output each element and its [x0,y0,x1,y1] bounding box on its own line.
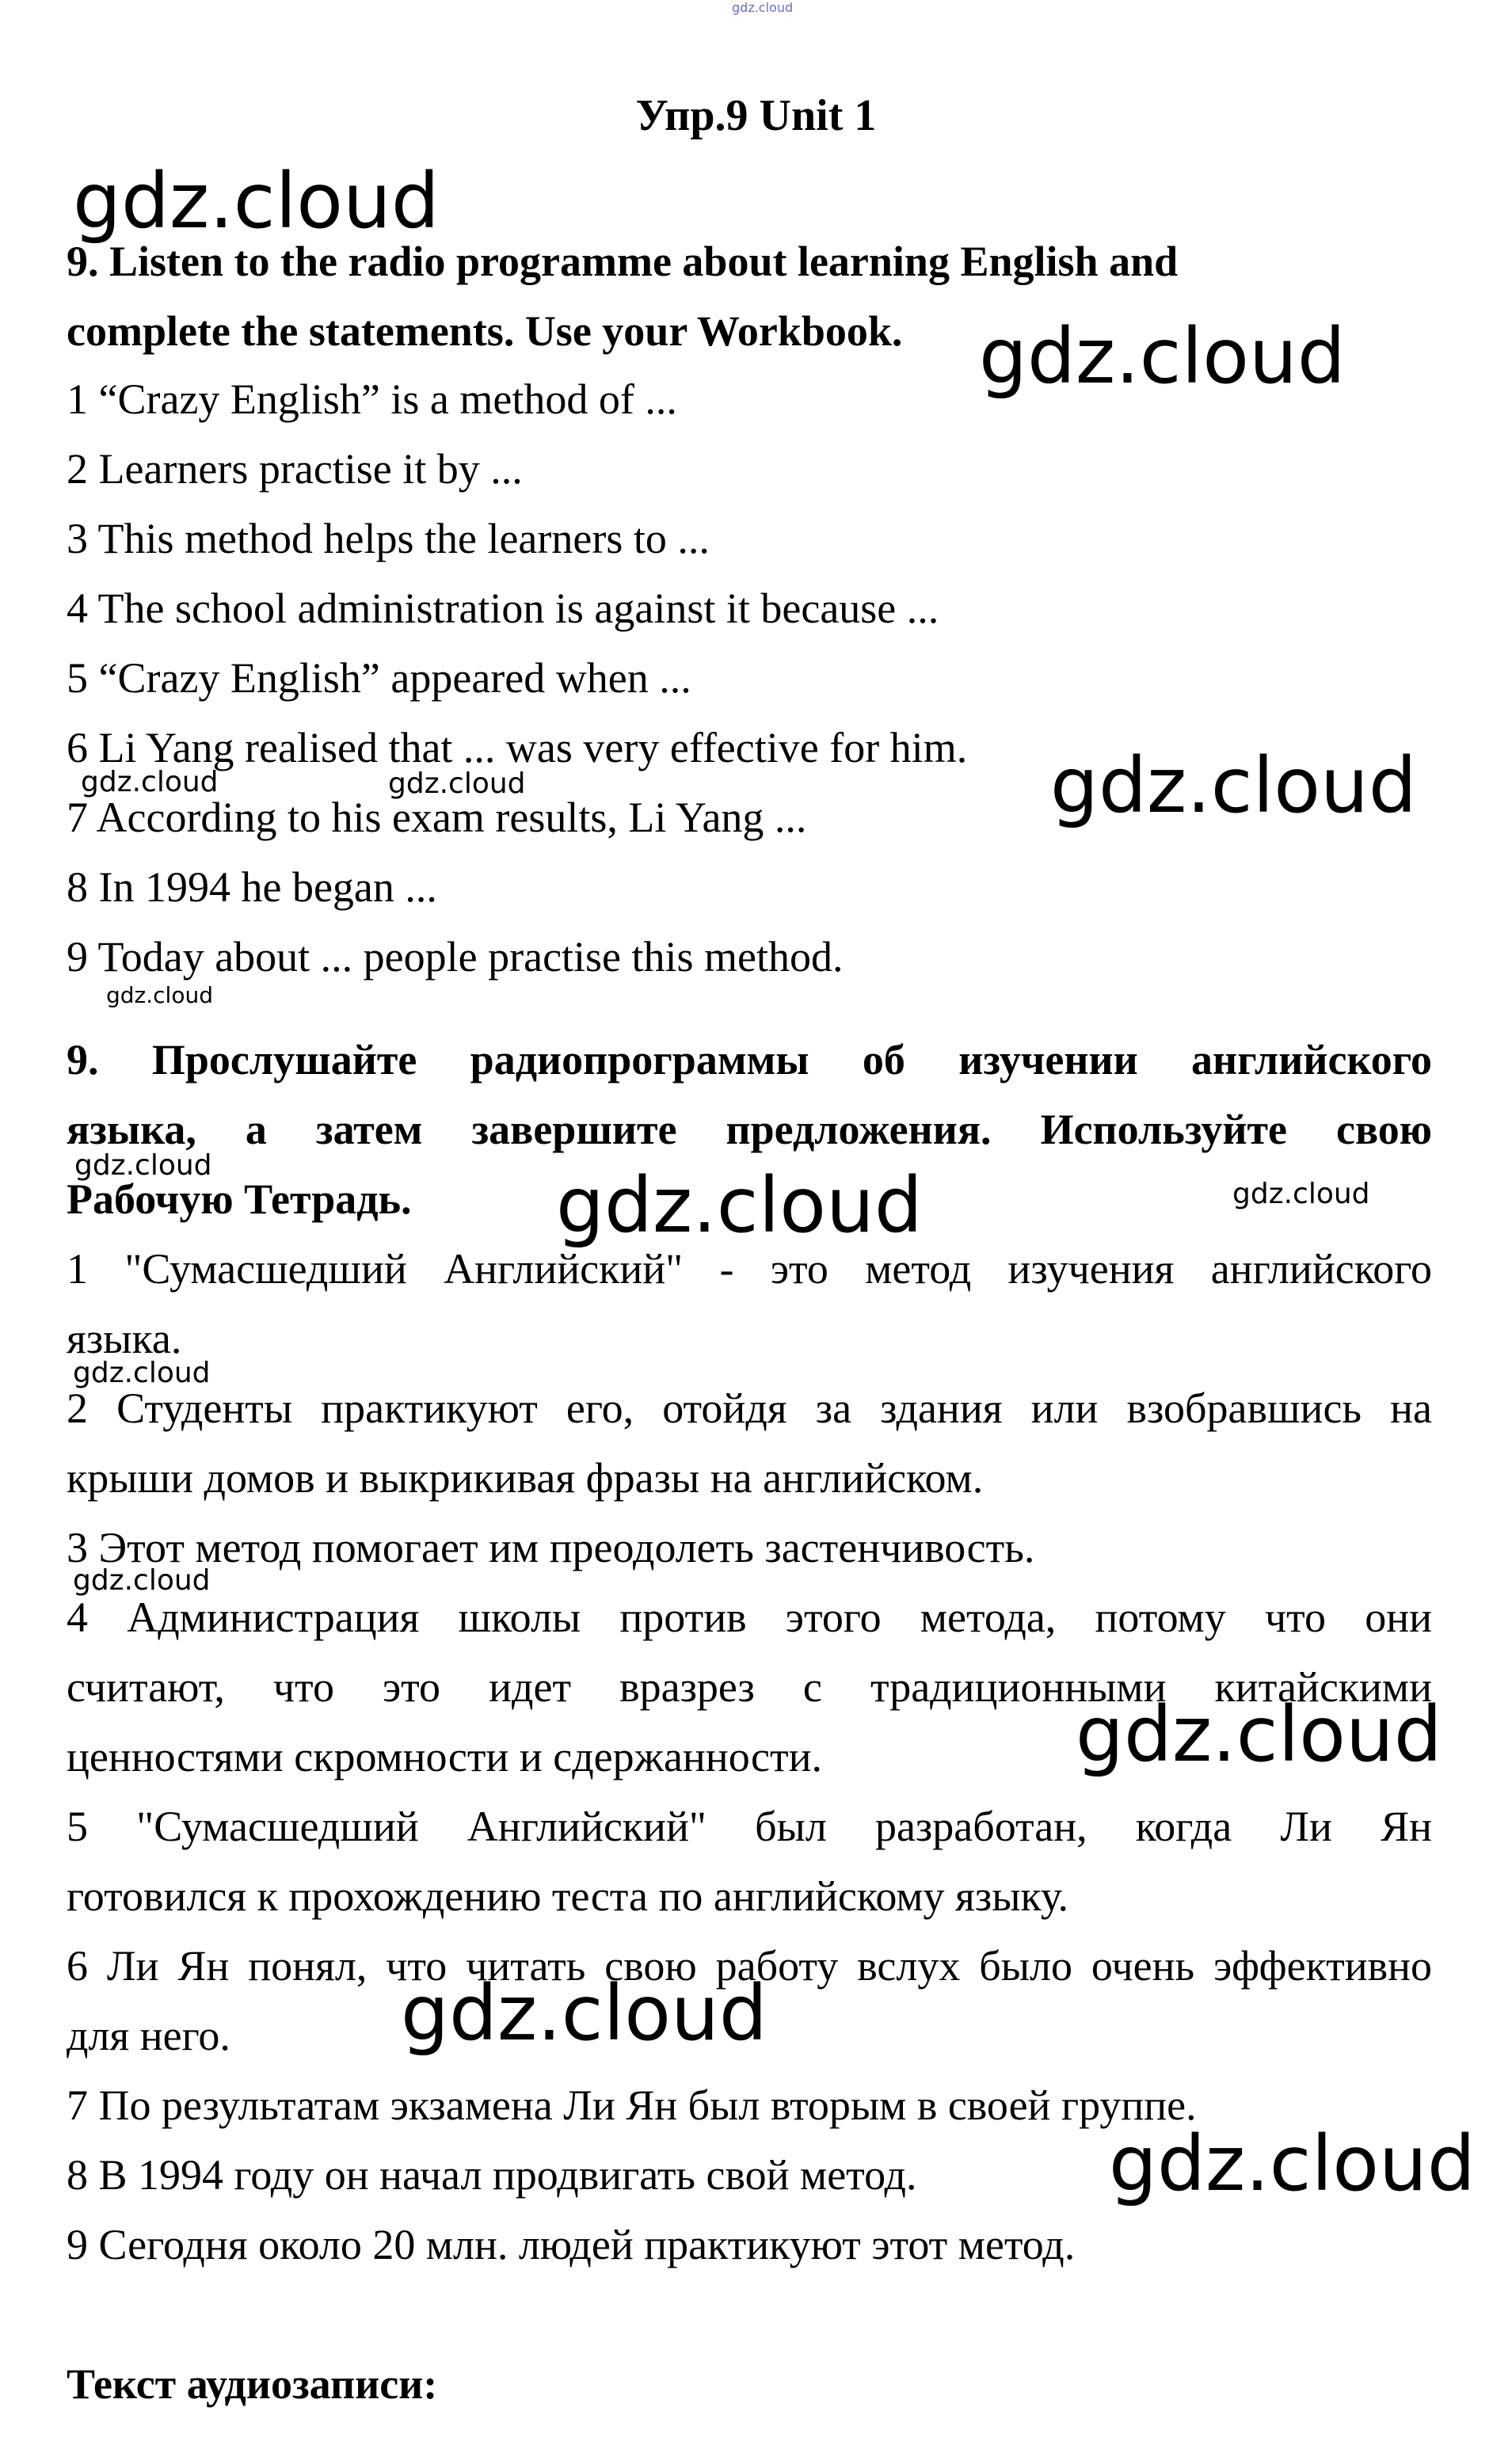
watermark: gdz.cloud [81,766,219,798]
watermark: gdz.cloud [556,1161,923,1250]
russian-item-1-line-1: 1 "Сумасшедший Английский" - это метод изучения английского [67,1245,1432,1293]
russian-item-6-line-1: 6 Ли Ян понял, что читать свою работу вслух было очень эффективно [67,1942,1432,1990]
english-item-8: 8 In 1994 he began ... [67,863,437,911]
english-instruction-line-2: complete the statements. Use your Workbook. [67,307,903,355]
russian-instruction-line-1: 9. Прослушайте радиопрограммы об изучении английского [67,1036,1432,1083]
watermark: gdz.cloud [1232,1178,1370,1210]
watermark: gdz.cloud [1109,2119,1476,2208]
russian-item-8: 8 В 1994 году он начал продвигать свой метод. [67,2151,917,2199]
russian-item-3: 3 Этот метод помогает им преодолеть застенчивость. [67,1524,1035,1571]
watermark: gdz.cloud [1050,741,1417,830]
english-item-7: 7 According to his exam results, Li Yang ... [67,794,807,841]
russian-item-7: 7 По результатам экзамена Ли Ян был вторым в своей группе. [67,2081,1197,2129]
english-item-3: 3 This method helps the learners to ... [67,515,710,562]
russian-item-1-line-2: языка. [67,1315,182,1362]
english-instruction-line-1: 9. Listen to the radio programme about learning English and [67,238,1179,285]
watermark: gdz.cloud [73,157,440,246]
english-item-1: 1 “Crazy English” is a method of ... [67,375,677,423]
russian-item-5-line-1: 5 "Сумасшедший Английский" был разработан, когда Ли Ян [67,1803,1432,1850]
watermark: gdz.cloud [979,312,1346,401]
audio-heading: Текст аудиозаписи: [67,2360,438,2408]
watermark: gdz.cloud [73,1564,211,1597]
english-item-9: 9 Today about ... people practise this method. [67,933,844,981]
watermark: gdz.cloud [1076,1690,1442,1779]
russian-instruction-line-3: Рабочую Тетрадь. [67,1175,412,1223]
russian-item-4-line-1: 4 Администрация школы против этого метода, потому что они [67,1594,1432,1641]
page-title: Упр.9 Unit 1 [635,91,877,140]
header-watermark: gdz.cloud [732,0,794,15]
english-item-6: 6 Li Yang realised that ... was very effective for him. [67,724,968,771]
watermark: gdz.cloud [388,767,526,800]
russian-item-5-line-2: готовился к прохождению теста по английскому языку. [67,1872,1069,1920]
russian-item-4-line-2: считают, что это идет вразрез с традиционными китайскими [67,1663,1432,1711]
russian-item-2-line-2: крыши домов и выкрикивая фразы на английском. [67,1454,984,1502]
russian-item-4-line-3: ценностями скромности и сдержанности. [67,1733,823,1780]
watermark: gdz.cloud [106,982,213,1008]
watermark: gdz.cloud [73,1357,211,1389]
english-item-4: 4 The school administration is against it because ... [67,585,939,632]
watermark: gdz.cloud [74,1149,212,1182]
russian-item-9: 9 Сегодня около 20 млн. людей практикуют этот метод. [67,2221,1076,2268]
russian-item-2-line-1: 2 Студенты практикуют его, отойдя за здания или взобравшись на [67,1384,1432,1432]
russian-item-6-line-2: для него. [67,2012,230,2059]
watermark: gdz.cloud [401,1969,767,2058]
english-item-2: 2 Learners practise it by ... [67,445,523,493]
russian-instruction-line-2: языка, а затем завершите предложения. Используйте свою [67,1106,1432,1153]
english-item-5: 5 “Crazy English” appeared when ... [67,654,691,702]
